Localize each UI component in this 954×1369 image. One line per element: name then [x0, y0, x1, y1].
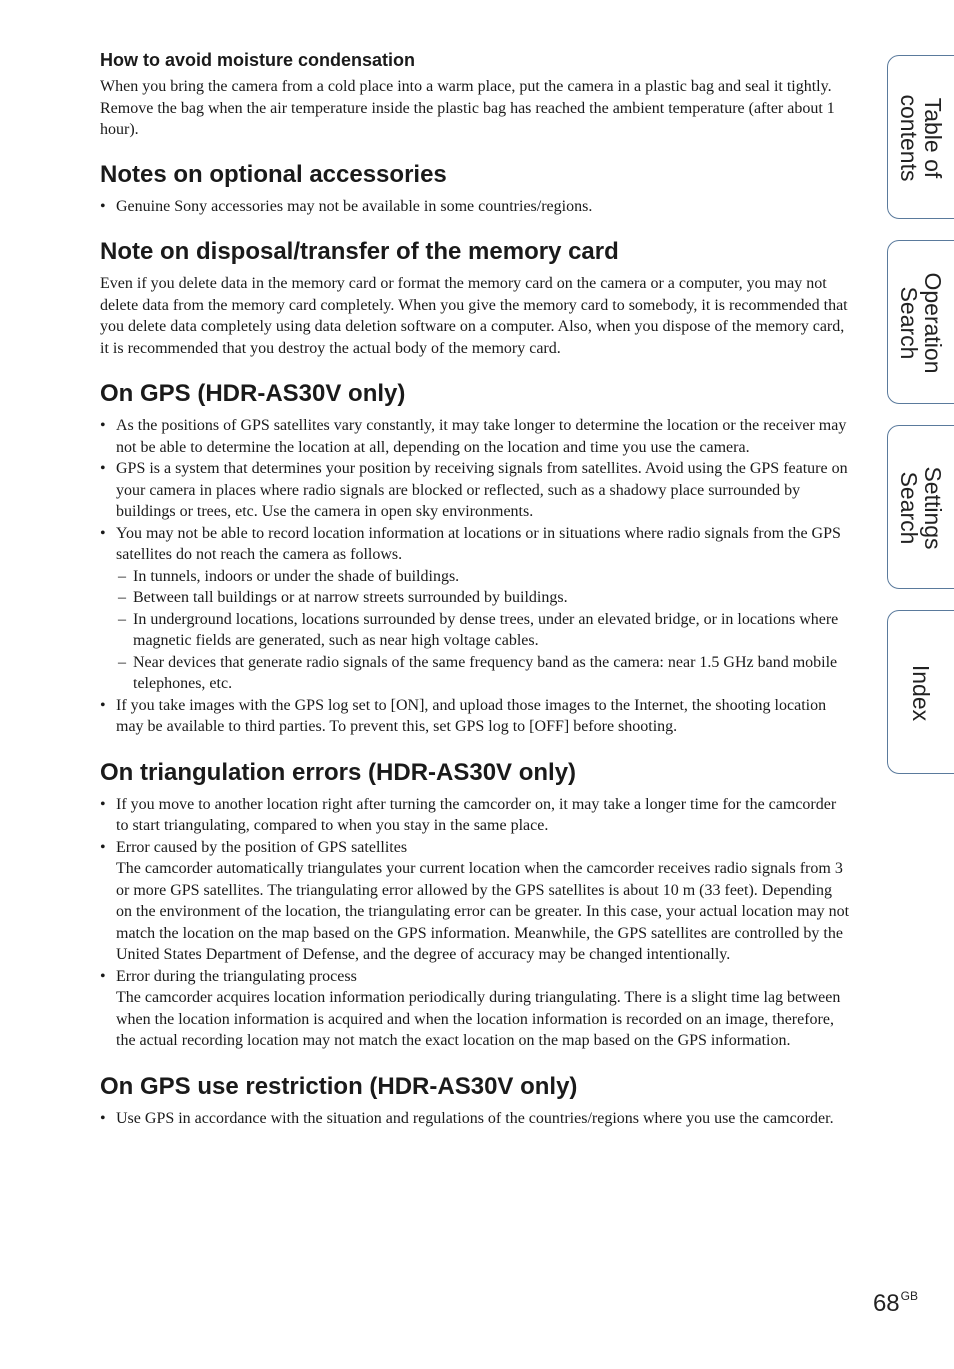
list-item — [100, 837, 850, 966]
tab-label-line1: Index — [908, 664, 934, 722]
page-number-suffix: GB — [900, 1289, 918, 1303]
tab-label-line1: Settings — [920, 466, 946, 550]
sub-list-item: – Near devices that generate radio signals of the same frequency band as the camera: near 1.5 GHz band mobile telephones, etc. — [100, 652, 850, 695]
sub-list-item: – Between tall buildings or at narrow streets surrounded by buildings. — [100, 587, 850, 609]
list-item-body: The camcorder acquires location information periodically during triangulating. There is a slight time lag between when the location information is acquired and when the location information is recorded on an image, therefore, the actual recording location may not match the exact location on the map based on the GPS information. — [116, 989, 841, 1049]
restriction-heading: On GPS use restriction (HDR-AS30V only) — [100, 1072, 578, 1100]
sub-list-item: – In tunnels, indoors or under the shade of buildings. — [100, 566, 850, 588]
page-number — [873, 1289, 918, 1318]
restriction-list — [100, 1108, 850, 1130]
gps-sublist — [100, 566, 850, 695]
list-item: • GPS is a system that determines your position by receiving signals from satellites. Avoid using the GPS feature on your camera in places where radio signals are blocked or reflected, such as a shadowy place surrounded by buildings or trees, etc. Use the camera in open sky environments. — [100, 458, 850, 523]
gps-heading: On GPS (HDR-AS30V only) — [100, 380, 406, 407]
disposal-heading: Note on disposal/transfer of the memory card — [100, 238, 619, 265]
page-number-value: 68 — [872, 1290, 900, 1317]
condensation-text: When you bring the camera from a cold place into a warm place, put the camera in a plastic bag and seal it tightly. Remove the bag when the air temperature inside the plastic bag has reached the ambient temperature (after about 1 hour). — [100, 78, 835, 138]
list-item — [100, 966, 850, 1052]
list-item-title: • If you move to another location right after turning the camcorder on, it may take a longer time for the camcorder to start triangulating, compared to when you stay in the same place. — [116, 795, 837, 834]
disposal-text: Even if you delete data in the memory card or format the memory card on the camera or a computer, you may not delete data from the memory card completely. When you give the memory card to somebody, it is recommended that you delete data completely using data deletion software on a computer. Also, when you dispose of the memory card, it is recommended that you destroy the actual body of the memory card. — [100, 275, 848, 357]
gps-list — [100, 415, 850, 566]
list-item-title: • Error caused by the position of GPS satellites — [116, 838, 408, 856]
list-item: • Genuine Sony accessories may not be available in some countries/regions. — [100, 196, 850, 218]
tab-label-line2: Search — [896, 286, 922, 360]
accessories-list — [100, 196, 850, 218]
tab-label-line1: Operation — [920, 272, 946, 374]
sub-list-item: – In underground locations, locations surrounded by dense trees, under an elevated bridge, or in locations where magnetic fields are generated, such as near high voltage cables. — [100, 609, 850, 652]
list-item — [100, 523, 850, 566]
list-item — [100, 794, 850, 837]
list-item-body: The camcorder automatically triangulates your current location when the camcorder receives radio signals from 3 or more GPS satellites. The triangulating error allowed by the GPS satellites is about 10 m (33 feet). Depending on the environment of the location, the triangulating error can be greater. In this case, your actual location may not match the location on the map based on the GPS information. Meanwhile, the GPS satellites are controlled by the United States Department of Defense, and the degree of accuracy may be changed intentionally. — [116, 860, 850, 963]
page-content — [100, 48, 850, 1129]
triangulation-heading: On triangulation errors (HDR-AS30V only) — [100, 758, 577, 786]
list-item-title: • Error during the triangulating process — [116, 967, 357, 985]
accessories-heading: Notes on optional accessories — [100, 160, 447, 188]
tab-label-line2: contents — [896, 94, 922, 182]
list-item: • As the positions of GPS satellites vary constantly, it may take longer to determine the location or the receiver may not be able to determine the location at all, depending on the location and time you use the camera. — [100, 415, 850, 458]
gps-list-cont — [100, 695, 850, 738]
list-item-text: You may not be able to record location information at locations or in situations where radio signals from the GPS satellites do not reach the camera as follows. — [116, 524, 841, 563]
triangulation-list — [100, 794, 850, 1052]
tab-index[interactable] — [887, 610, 954, 774]
list-item: • If you take images with the GPS log set to [ON], and upload those images to the Internet, the shooting location may be available to third parties. To prevent this, set GPS log to [OFF] before shooting. — [100, 695, 850, 738]
tab-settings-search[interactable] — [887, 425, 954, 589]
tab-label-line1: Table of — [920, 97, 946, 179]
condensation-heading: How to avoid moisture condensation — [100, 50, 416, 70]
tab-operation-search[interactable] — [887, 240, 954, 404]
list-item: • Use GPS in accordance with the situation and regulations of the countries/regions where you use the camcorder. — [100, 1108, 850, 1130]
tab-table-of-contents[interactable] — [887, 55, 954, 219]
tab-label-line2: Search — [896, 471, 922, 545]
